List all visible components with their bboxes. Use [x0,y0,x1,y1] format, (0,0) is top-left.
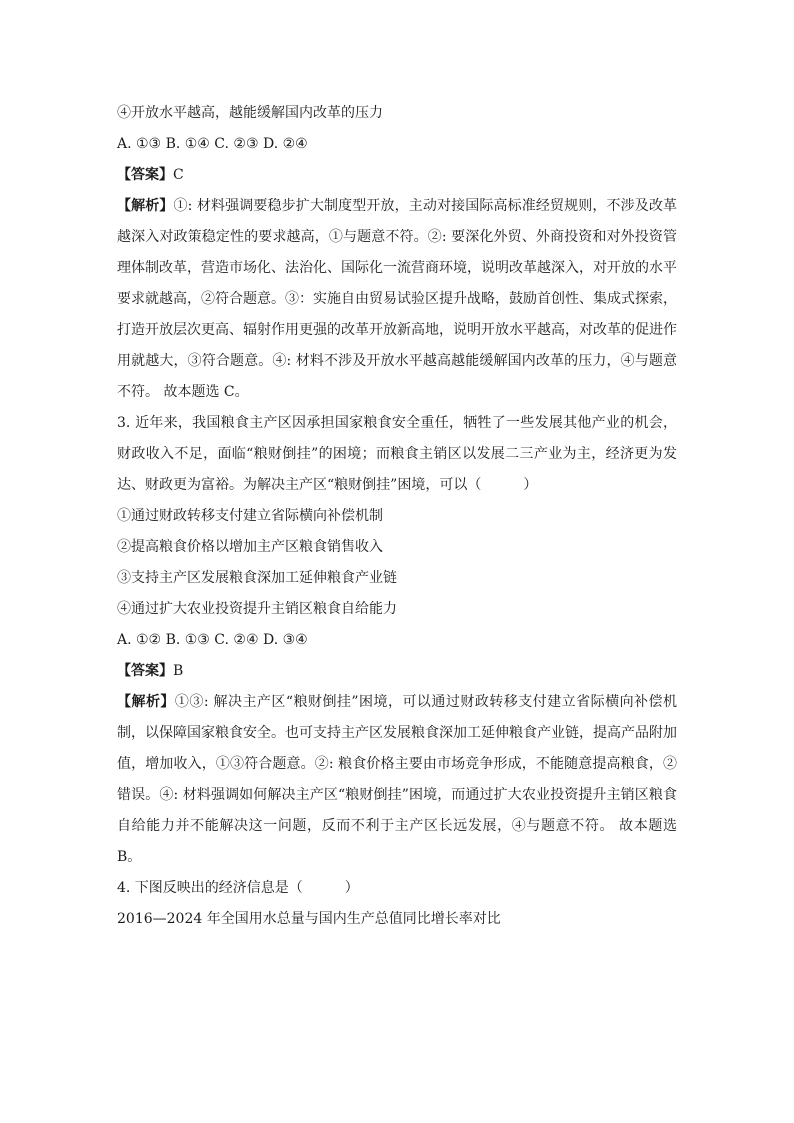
q3-option-1: ①通过财政转移支付建立省际横向补偿机制 [117,508,383,524]
analysis-text: ①③: 解决主产区“粮财倒挂”困境，可以通过财政转移支付建立省际横向补偿机制，以保障国家粮食安全。也可支持主产区发展粮食深加工延伸粮食产业链，提高产品附加值，增加收入，①③符合题意。②: 粮食价格主要由市场竞争形成，不能随意提高粮食，②错误。④: 材料强调如何解决主产区“粮财倒挂”困境，而通过扩大农业投资提升主销区粮食自给能力并不能解决这一问题，反而不利于主产区长远发展，④与题意不符。 故本题选 B。 [117,694,678,865]
q3-choices: A. ①② B. ①③ C. ②④ D. ③④ [117,632,308,648]
answer-tag: 【答案】 [117,167,173,183]
analysis-tag: 【解析】 [117,694,175,710]
answer-value: C [173,167,184,183]
q2-analysis [117,191,677,408]
q3-stem: 3. 近年来，我国粮食主产区因承担国家粮食安全重任，牺牲了一些发展其他产业的机会，财政收入不足，面临“粮财倒挂”的困境；而粮食主销区以发展二三产业为主，经济更为发达、财政更为富裕。为解决主产区“粮财倒挂”困境，可以（ ） [117,415,677,493]
answer-value: B [173,663,184,679]
q2-option-4: ④开放水平越高，越能缓解国内改革的压力 [117,105,383,121]
analysis-tag: 【解析】 [117,198,174,214]
q2-choices: A. ①③ B. ①④ C. ②③ D. ②④ [117,136,308,152]
q4-chart-title: 2016—2024 年全国用水总量与国内生产总值同比增长率对比 [117,911,501,927]
q2-answer [117,160,677,191]
analysis-text: ①: 材料强调要稳步扩大制度型开放，主动对接国际高标准经贸规则，不涉及改革越深入对政策稳定性的要求越高，①与题意不符。②: 要深化外贸、外商投资和对外投资管理体制改革，营造市场化、法治化、国际化一流营商环境，说明改革越深入，对开放的水平要求就越高，②符合题意。③：实施自由贸易试验区提升战略，鼓励首创性、集成式探索，打造开放层次更高、辐射作用更强的改革开放新高地，说明开放水平越高，对改革的促进作用就越大，③符合题意。④: 材料不涉及开放水平越高越能缓解国内改革的压力，④与题意不符。 故本题选 C。 [117,198,677,400]
q3-analysis [117,687,677,873]
q3-option-2: ②提高粮食价格以增加主产区粮食销售收入 [117,539,383,555]
answer-tag: 【答案】 [117,663,173,679]
q4-stem: 4. 下图反映出的经济信息是（ ） [117,880,359,896]
document-content [117,98,677,935]
q3-answer [117,656,677,687]
q3-option-3: ③支持主产区发展粮食深加工延伸粮食产业链 [117,570,397,586]
q3-option-4: ④通过扩大农业投资提升主销区粮食自给能力 [117,601,397,617]
